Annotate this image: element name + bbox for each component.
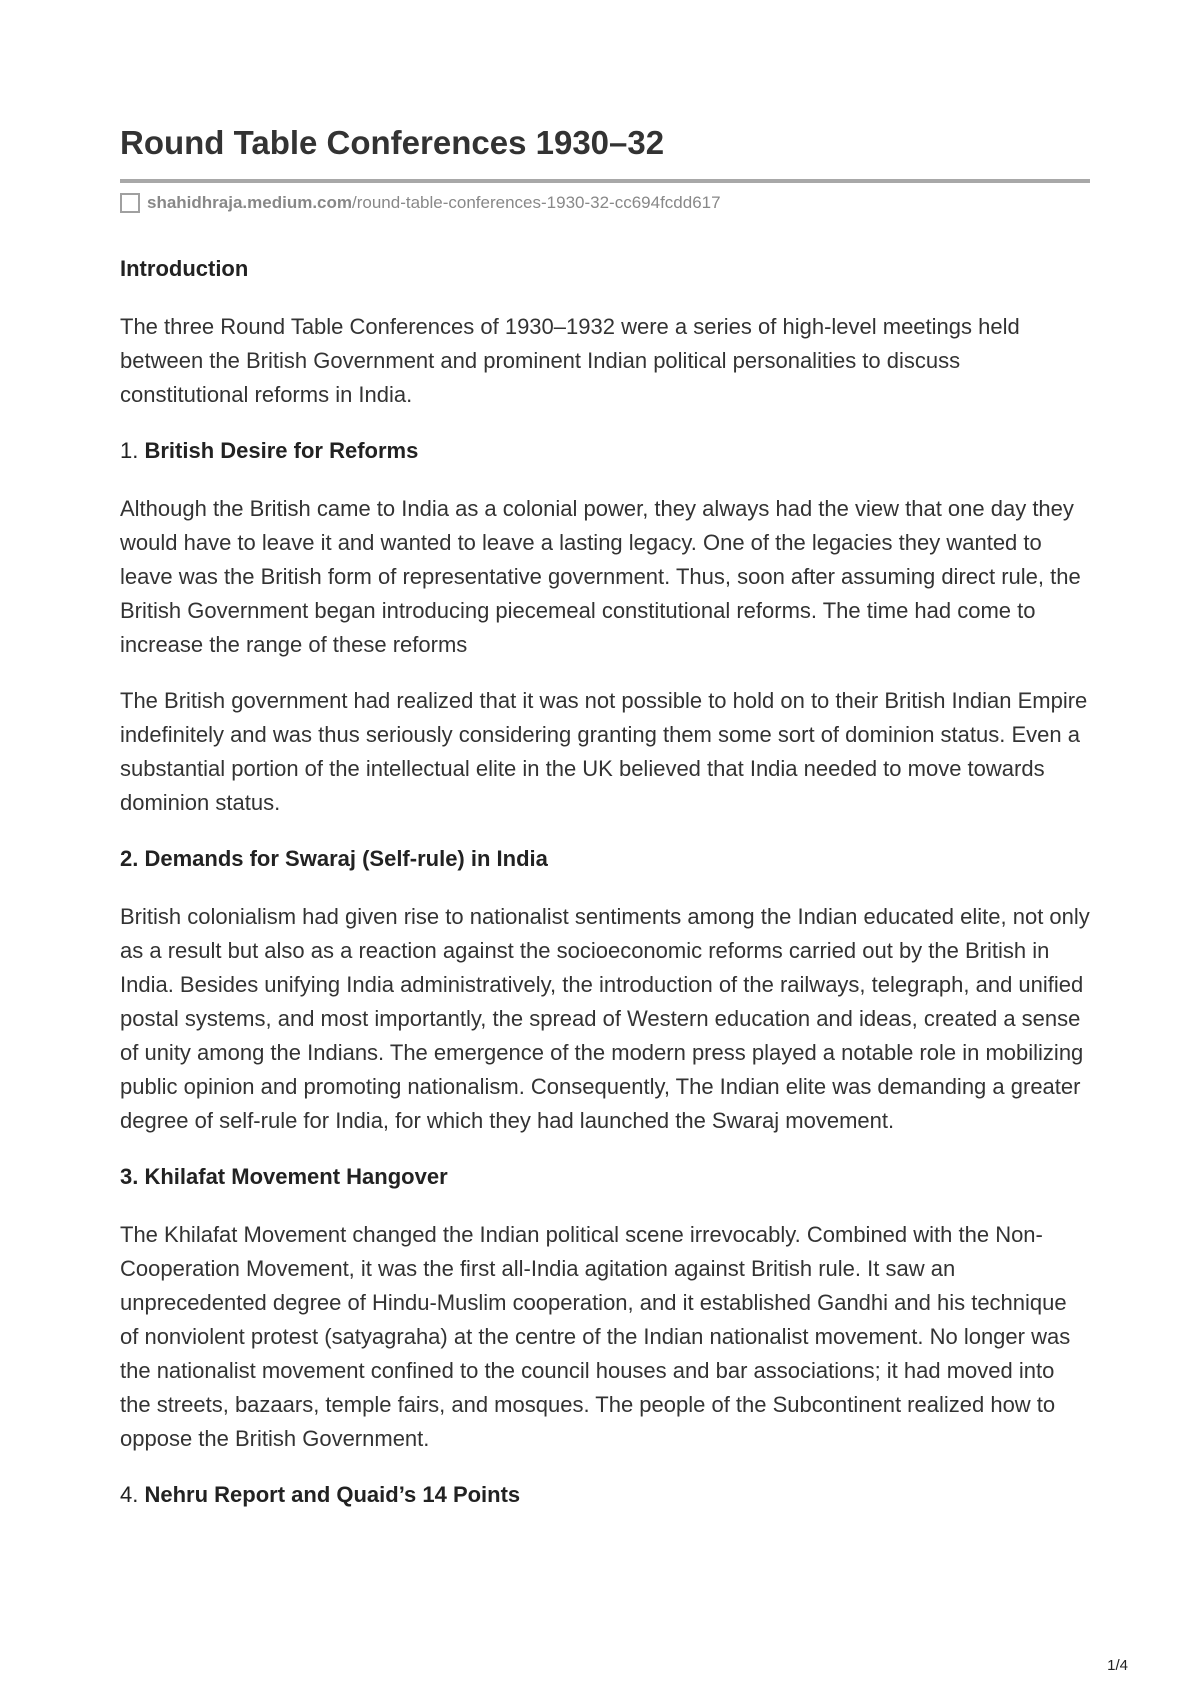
section-heading-introduction	[120, 252, 1090, 286]
heading-text: British Desire for Reforms	[144, 438, 419, 463]
heading-number: 1.	[120, 438, 139, 463]
page-title: Round Table Conferences 1930–32	[120, 124, 665, 161]
favicon-icon	[120, 193, 140, 213]
section-heading-1	[120, 434, 1090, 468]
heading-number: 4.	[120, 1482, 139, 1507]
paragraph: British colonialism had given rise to nationalist sentiments among the Indian educated elite, not only as a result but also as a reaction against the socioeconomic reforms carried out by the British in India. Besides unifying India administratively, the introduction of the railways, telegraph, and unified postal systems, and most importantly, the spread of Western education and ideas, created a sense of unity among the Indians. The emergence of the modern press played a notable role in mobilizing public opinion and promoting nationalism. Consequently, The Indian elite was demanding a greater degree of self-rule for India, for which they had launched the Swaraj movement.	[120, 904, 1090, 1133]
paragraph: The three Round Table Conferences of 1930–1932 were a series of high-level meetings held between the British Government and prominent Indian political personalities to discuss constitutional reforms in India.	[120, 314, 1020, 407]
heading-text: Nehru Report and Quaid’s 14 Points	[144, 1482, 521, 1507]
source-domain[interactable]: shahidhraja.medium.com	[147, 193, 352, 212]
paragraph: The British government had realized that it was not possible to hold on to their British Indian Empire indefinitely and was thus seriously considering granting them some sort of dominion status. Even a substantial portion of the intellectual elite in the UK believed that India needed to move towards dominion status.	[120, 688, 1088, 815]
heading-text: 2. Demands for Swaraj (Self-rule) in India	[120, 846, 548, 871]
title-divider	[120, 179, 1090, 183]
heading-text: 3. Khilafat Movement Hangover	[120, 1164, 448, 1189]
section-heading-3	[120, 1160, 1090, 1194]
section-heading-2	[120, 842, 1090, 876]
paragraph: The Khilafat Movement changed the Indian political scene irrevocably. Combined with the Non-Cooperation Movement, it was the first all-India agitation against British rule. It saw an unprecedented degree of Hindu-Muslim cooperation, and it established Gandhi and his technique of nonviolent protest (satyagraha) at the centre of the Indian nationalist movement. No longer was the nationalist movement confined to the council houses and bar associations; it had moved into the streets, bazaars, temple fairs, and mosques. The people of the Subcontinent realized how to oppose the British Government.	[120, 1222, 1071, 1451]
source-path[interactable]: /round-table-conferences-1930-32-cc694fcdd617	[352, 193, 721, 212]
source-link[interactable]	[120, 190, 721, 216]
section-heading-4	[120, 1478, 1090, 1512]
article-body	[120, 252, 1090, 1512]
paragraph: Although the British came to India as a colonial power, they always had the view that one day they would have to leave it and wanted to leave a lasting legacy. One of the legacies they wanted to leave was the British form of representative government. Thus, soon after assuming direct rule, the British Government began introducing piecemeal constitutional reforms. The time had come to increase the range of these reforms	[120, 496, 1081, 657]
page-number: 1/4	[1107, 1657, 1128, 1674]
heading-text: Introduction	[120, 256, 249, 281]
